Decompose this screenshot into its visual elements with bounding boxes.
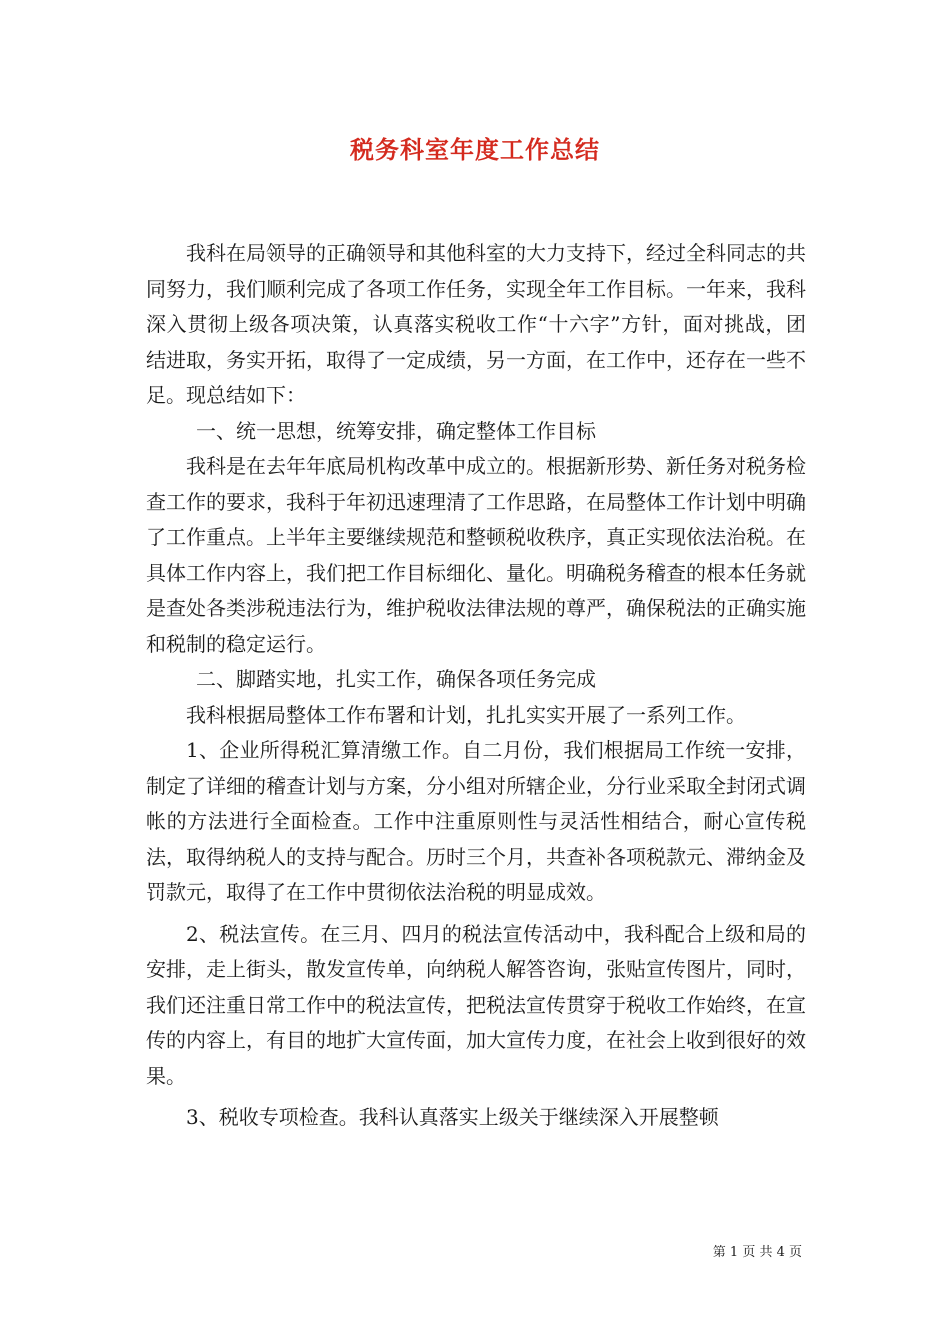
- item-3-paragraph: 3、税收专项检查。我科认真落实上级关于继续深入开展整顿: [186, 1105, 719, 1129]
- item-1-paragraph: 1、企业所得税汇算清缴工作。自二月份，我们根据局工作统一安排，制定了详细的稽查计划与方案，分小组对所辖企业，分行业采取全封闭式调帐的方法进行全面检查。工作中注重原则性与灵活性相结合，耐心宣传税法，取得纳税人的支持与配合。历时三个月，共查补各项税款元、滞纳金及罚款元，取得了在工作中贯彻依法治税的明显成效。: [146, 738, 806, 904]
- document-title: 税务科室年度工作总结: [350, 135, 600, 164]
- page-number: 第 1 页 共 4 页: [712, 1245, 802, 1260]
- section-1-paragraph: 我科是在去年年底局机构改革中成立的。根据新形势、新任务对税务检查工作的要求，我科于年初迅速理清了工作思路，在局整体工作计划中明确了工作重点。上半年主要继续规范和整顿税收秩序，真正实现依法治税。在具体工作内容上，我们把工作目标细化、量化。明确税务稽查的根本任务就是查处各类涉税违法行为，维护税收法律法规的尊严，确保税法的正确实施和税制的稳定运行。: [146, 454, 806, 656]
- intro-paragraph: 我科在局领导的正确领导和其他科室的大力支持下，经过全科同志的共同努力，我们顺利完成了各项工作任务，实现全年工作目标。一年来，我科深入贯彻上级各项决策，认真落实税收工作“十六字”方针，面对挑战，团结进取，务实开拓，取得了一定成绩，另一方面，在工作中，还存在一些不足。现总结如下：: [146, 241, 806, 407]
- section-heading-2: 二、脚踏实地，扎实工作，确保各项任务完成: [196, 667, 596, 691]
- section-2-intro: 我科根据局整体工作布署和计划，扎扎实实开展了一系列工作。: [186, 702, 746, 727]
- document-body: [146, 236, 806, 1136]
- section-heading-1: 一、统一思想，统筹安排，确定整体工作目标: [196, 418, 596, 443]
- item-2-paragraph: 2、税法宣传。在三月、四月的税法宣传活动中，我科配合上级和局的安排，走上街头，散发宣传单，向纳税人解答咨询，张贴宣传图片，同时，我们还注重日常工作中的税法宣传，把税法宣传贯穿于税收工作始终，在宣传的内容上，有目的地扩大宣传面，加大宣传力度，在社会上收到很好的效果。: [146, 921, 806, 1088]
